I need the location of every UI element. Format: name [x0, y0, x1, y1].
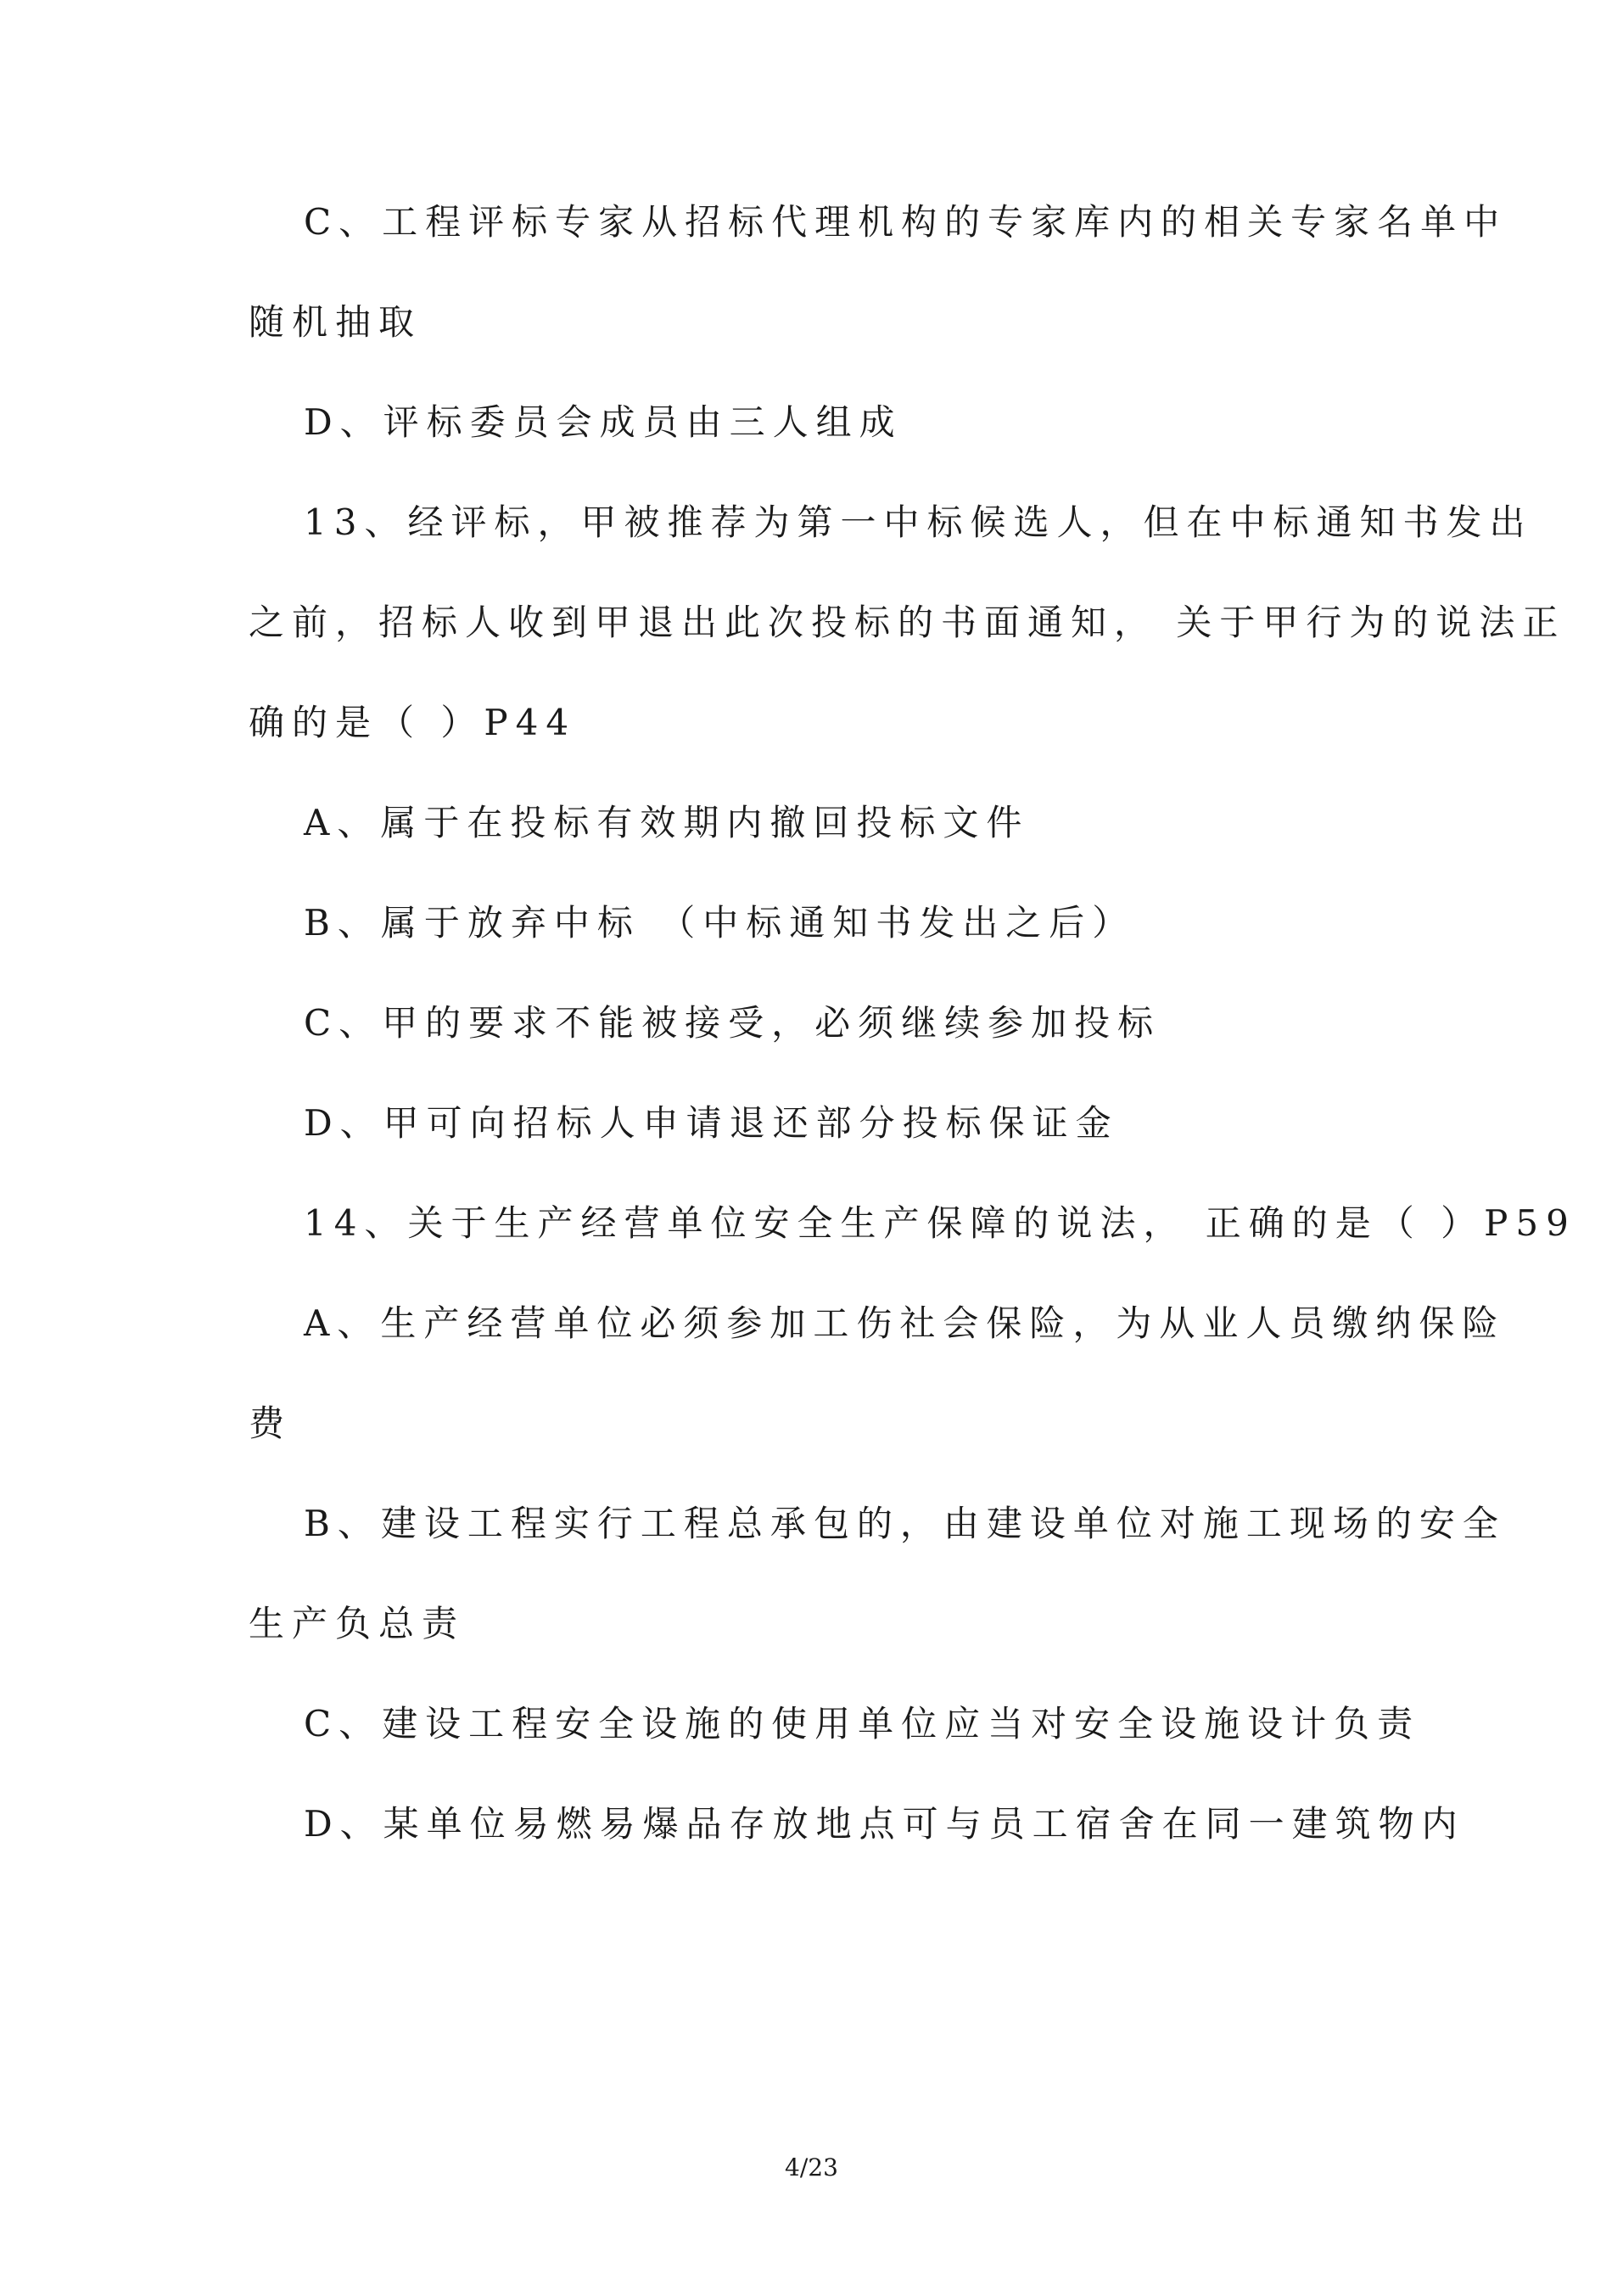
option-c-q12-continued: 随机抽取 — [249, 301, 423, 343]
question-14: 14、关于生产经营单位安全生产保障的说法， 正确的是（ ）P59 — [304, 1202, 1576, 1244]
option-b-q14: B、建设工程实行工程总承包的，由建设单位对施工现场的安全 — [304, 1503, 1506, 1544]
question-13-continued: 之前，招标人收到甲退出此次投标的书面通知， 关于甲行为的说法正 — [249, 602, 1566, 643]
option-a-q13: A、属于在投标有效期内撤回投标文件 — [304, 802, 1030, 843]
option-d-q13: D、甲可向招标人申请退还部分投标保证金 — [304, 1102, 1119, 1144]
option-a-q14-continued: 费 — [249, 1403, 293, 1444]
option-d-q14: D、某单位易燃易爆品存放地点可与员工宿舍在同一建筑物内 — [304, 1803, 1465, 1845]
option-c-q13: C、甲的要求不能被接受，必须继续参加投标 — [304, 1002, 1161, 1044]
option-b-q13: B、属于放弃中标 （中标通知书发出之后） — [304, 902, 1136, 944]
option-c-q14: C、建设工程安全设施的使用单位应当对安全设施设计负责 — [304, 1703, 1421, 1744]
question-13-end: 确的是（ ）P44 — [249, 702, 577, 743]
option-c-q12: C、工程评标专家从招标代理机构的专家库内的相关专家名单中 — [304, 201, 1508, 243]
option-d-q12: D、评标委员会成员由三人组成 — [304, 401, 903, 443]
question-13: 13、经评标，甲被推荐为第一中标候选人，但在中标通知书发出 — [304, 501, 1533, 543]
page-number: 4/23 — [785, 2153, 838, 2181]
option-a-q14: A、生产经营单位必须参加工伤社会保险，为从业人员缴纳保险 — [304, 1302, 1506, 1344]
option-b-q14-continued: 生产负总责 — [249, 1603, 466, 1644]
